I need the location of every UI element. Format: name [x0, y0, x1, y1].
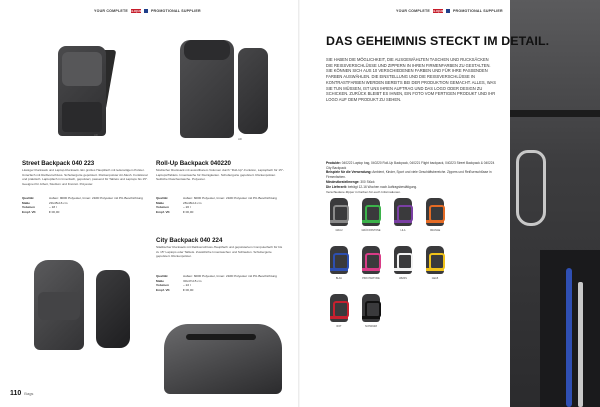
detail-row: Die Lieferzeit: beträgt 12-16 Wochen nach Auftragsbestätigung.: [326, 184, 418, 189]
variant-label: BLAU: [335, 277, 343, 280]
color-variant-9: [326, 292, 352, 334]
color-variant-8: [422, 244, 448, 286]
pen-icon-silver: [578, 282, 583, 407]
brand-bar: [94, 9, 201, 13]
product-specs-city: [156, 274, 284, 292]
variant-zipper-band: [362, 220, 380, 223]
backpack-lower-pocket: [62, 102, 102, 132]
variant-label: PINK PANTONE: [362, 277, 380, 280]
detail-row: Produkte: 040222 Laptop bag, 040220 Roll-Up Backpack, 040221 Flight backpack, 040223 Street Backpack & 040224 City Backpack: [326, 161, 495, 170]
spec-row: Qualität Außen: 900D Polyester, Innen: 210D Polyester mit PU-Beschichtung: [22, 196, 143, 200]
brand-bar: [396, 9, 503, 13]
brand-logo-box: CLIQUE: [129, 9, 143, 13]
rollup-backpack-image: [170, 36, 280, 146]
brand-logo-box: CLIQUE: [431, 9, 445, 13]
availability-note: Verschiedene Zipper in Farben für euch Informationen.: [326, 190, 401, 194]
product-title-rollup: Roll-Up Backpack 040220: [156, 160, 231, 167]
backpack-front-pocket: [38, 292, 80, 320]
spec-row: Qualität Außen: 600D Polyester, Innen: 210D Polyester mit PU-Beschichtung: [156, 196, 277, 200]
product-specs-street: [22, 196, 148, 214]
variant-zipper-band: [330, 268, 348, 271]
spec-row: Volumen ~ 18 l: [22, 205, 57, 210]
spec-row: Volumen ~ 22 l: [156, 283, 191, 288]
variant-zipper-band: [362, 268, 380, 271]
color-variant-5: [326, 244, 352, 286]
color-variant-3: [390, 196, 416, 238]
variant-label: LILA: [400, 229, 406, 232]
zipper-detail: [186, 334, 256, 340]
city-backpack-detail-image: [156, 318, 296, 398]
product-desc-rollup: Modischer Rucksack mit ausrollbarem Volumen durch "Roll-Up"-Funktion, Laptopfach für 15"-Laptops/Tablets. Innentasche für Kleinigkeiten. Schultergurte gepolstert. Rückenpolster. Seitliche Flaschentasche. Polyester.: [156, 168, 284, 182]
right-page: [300, 0, 600, 407]
brand-text: YOUR COMPLETE: [396, 9, 430, 13]
backpack-front-pocket: [62, 52, 102, 86]
spec-row: Empf. VK € 00,00: [156, 287, 194, 292]
spec-row: Maße 29x45x16 cm: [22, 200, 68, 205]
color-variant-6: [358, 244, 384, 286]
variant-zipper-band: [394, 220, 412, 223]
backpack-side-view: [238, 48, 268, 134]
variant-zipper-band: [426, 268, 444, 271]
spec-row: Volumen ~ 20 l: [156, 205, 191, 210]
product-details: [326, 161, 496, 189]
spec-row: Maße 30x47x15 cm: [156, 278, 202, 283]
color-variant-10: [358, 292, 384, 334]
detail-row: Beispiele für die Verwendung: Ambient, Kinder, Sport und viele Geschäftsbereiche. Zippers und Reißverschlüsse in Firmenfarben.: [326, 170, 492, 180]
product-desc-street: Lässiger Rucksack und Laptop-Rucksack. Ein großes Hauptfach mit lederartigem Polster. Unterfach mit Reißverschluss. Schultergurte gepolstert. Rückenpolster Air-Mesh. Funktional und praktisch. Laptopfach in Innenfach, gepolstert, passend für Tablets und Laptops bis 15". Geeignet für Arbeit, Studium und Freizeit. Polyester.: [22, 168, 148, 186]
spec-row: Maße 28x48x14 cm: [156, 200, 202, 205]
spec-row: Qualität Außen: 600D Polyester, Innen: 210D Polyester mit PU-Beschichtung: [156, 274, 277, 278]
variant-label: ORANGE: [429, 229, 441, 232]
color-variant-2: [358, 196, 384, 238]
variant-label: ROT: [336, 325, 342, 328]
variant-zipper-band: [330, 220, 348, 223]
product-desc-city: Städtischer Rucksack mit Reißverschluss-Hauptfach und gepolstertem Computerfach für bis zu 15" Laptops oder Tablets. Zusätzliche Innentaschen und Schlaufen. Schultergurte gepolstert. Rückenpolster.: [156, 245, 283, 259]
variant-zipper-band: [426, 220, 444, 223]
product-specs-rollup: [156, 196, 284, 214]
product-title-street: Street Backpack 040 223: [22, 160, 95, 167]
variant-label: WEISS: [399, 277, 407, 280]
color-variant-7: [390, 244, 416, 286]
photo-caption: HR: [238, 138, 242, 141]
carabiner-icon: [516, 150, 546, 226]
page-headline: DAS GEHEIMNIS STECKT IM DETAIL.: [326, 34, 550, 48]
variant-label: SCHWARZ: [365, 325, 377, 328]
color-variant-1: [326, 196, 352, 238]
spec-row: Empf. VK € 00,00: [156, 209, 194, 214]
brand-logo-square: [144, 9, 148, 13]
brand-text-supplier: PROMOTIONAL SUPPLIER: [452, 9, 503, 13]
color-variant-4: [422, 196, 448, 238]
spec-row: Empf. VK € 00,00: [22, 209, 60, 214]
zipper-track: [510, 110, 600, 117]
variant-zipper-band: [362, 316, 380, 319]
variant-zipper-band: [330, 316, 348, 319]
pen-icon: [566, 268, 572, 407]
photo-caption: HR: [94, 134, 98, 137]
brand-text-supplier: PROMOTIONAL SUPPLIER: [150, 9, 201, 13]
detail-row: Mindestbestellmenge: 300 Stück: [326, 179, 375, 184]
zipper-closeup-image: [510, 0, 600, 407]
page-number: 110 Bags: [10, 390, 34, 397]
street-backpack-image: [40, 40, 150, 140]
variant-label: GRAU: [335, 229, 343, 232]
intro-text: SIE HABEN DIE MÖGLICHKEIT, DIE AUSGEWÄHLTEN TASCHEN UND RUCKSÄCKEN DIE REISSVERSCHLÜSSE UND ZIPPERN IN IHREN FIRMENFARBEN ZU GESTALTEN. SIE KÖNNEN SICH AUS 10 VERSCHIEDENEN FARBEN UND FÜR IHRE PASSENDEN FARBEN AUSWÄHLEN. DIE EINSTELLUNG UND DIE REISSVERSCHLÜSSE IN KONTRASTFARBEN WERDEN BEREITS BEI DER PRODUKTION GEMACHT. ALLES, WAS SIE TUN MÜSSEN, IST UNS IHREN AUFTRAG UND DAS LOGO ODER DESIGN ZU SCHICKEN. ZURÜCK BLEIBT ES IHNEN, EIN FOTO VOM FERTIGEN PRODUKT UND IHR LOGO AUF DEM PRODUKT ZU SEHEN.: [326, 57, 496, 102]
variant-label: GRÜN PANTONE: [361, 229, 381, 232]
city-backpack-image: [26, 252, 146, 362]
brand-logo-square: [446, 9, 450, 13]
variant-zipper-band: [394, 268, 412, 271]
rolltop-flap: [184, 40, 230, 60]
variant-label: GELB: [431, 277, 439, 280]
backpack-back-view: [96, 270, 130, 348]
brand-text: YOUR COMPLETE: [94, 9, 128, 13]
product-title-city: City Backpack 040 224: [156, 237, 223, 244]
